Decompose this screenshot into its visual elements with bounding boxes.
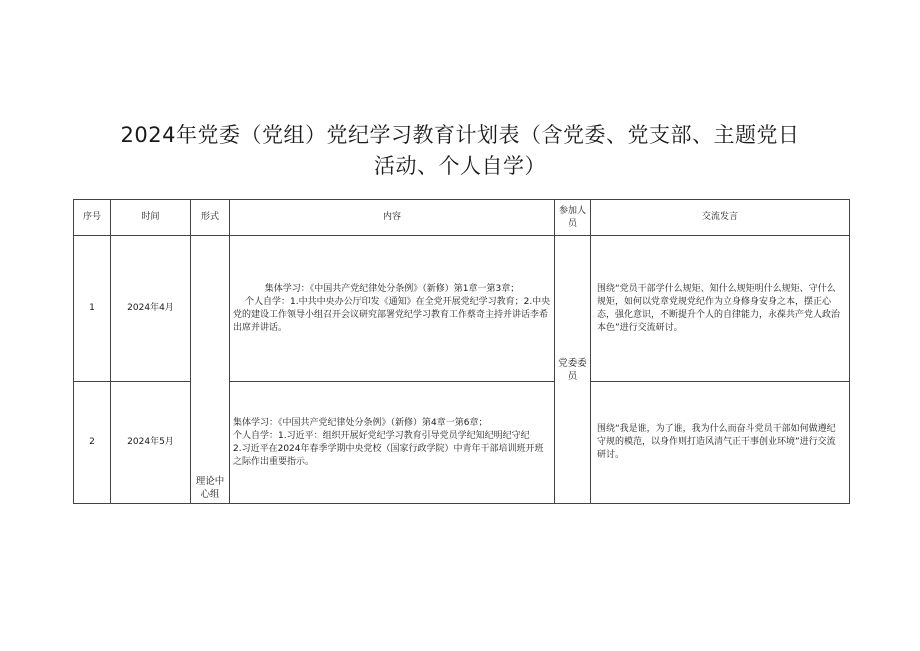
header-form: 形式 bbox=[191, 200, 230, 236]
title-line-1: 2024年党委（党组）党纪学习教育计划表（含党委、党支部、主题党日 bbox=[120, 123, 800, 147]
header-speech: 交流发言 bbox=[591, 200, 850, 236]
content-self-study: 个人自学：1.中共中央办公厅印发《通知》在全党开展党纪学习教育；2.中央党的建设工作领导小组召开会议研究部署党纪学习教育工作蔡奇主持并讲话李希出席并讲话。 bbox=[233, 296, 551, 333]
content-group-study: 集体学习：《中国共产党纪律处分条例》（新修）第4章一第6章； bbox=[233, 417, 488, 428]
row-index: 1 bbox=[74, 236, 111, 382]
header-index: 序号 bbox=[74, 200, 111, 236]
row-content bbox=[230, 382, 555, 504]
table-header-row bbox=[74, 200, 850, 236]
row-speech: 围绕“我是谁，为了谁，我为什么而奋斗党员干部如何做遵纪守规的模范，以身作则打造风清气正干事创业环境”进行交流研讨。 bbox=[591, 382, 850, 504]
row-speech: 围绕“党员干部学什么规矩、知什么规矩明什么规矩、守什么规矩，如何以党章党规党纪作为立身修身安身之本，摆正心态，强化意识，不断提升个人的自律能力，永葆共产党人政治本色”进行交流研讨。 bbox=[591, 236, 850, 382]
content-self-study-1: 个人自学：1.习近平：组织开展好党纪学习教育引导党员学纪知纪明纪守纪 bbox=[233, 430, 530, 441]
row-content bbox=[230, 236, 555, 382]
content-self-study-2: 2.习近平在2024年春季学期中央党校（国家行政学院）中青年干部培训班开班之际作出重要指示。 bbox=[233, 443, 544, 467]
document-title bbox=[60, 120, 860, 182]
table-row bbox=[74, 382, 850, 504]
header-time: 时间 bbox=[111, 200, 191, 236]
row-index: 2 bbox=[74, 382, 111, 504]
content-group-study: 集体学习：《中国共产党纪律处分条例》（新修）第1章一第3章； bbox=[264, 283, 520, 294]
title-line-2: 活动、个人自学） bbox=[374, 154, 546, 178]
header-participants: 参加人员 bbox=[555, 200, 591, 236]
row-time: 2024年5月 bbox=[111, 382, 191, 504]
table-row bbox=[74, 236, 850, 382]
row-time: 2024年4月 bbox=[111, 236, 191, 382]
header-content: 内容 bbox=[230, 200, 555, 236]
form-cell: 理论中心组 bbox=[191, 236, 230, 504]
participants-cell: 党委委员 bbox=[555, 236, 591, 504]
study-plan-table bbox=[73, 199, 850, 504]
